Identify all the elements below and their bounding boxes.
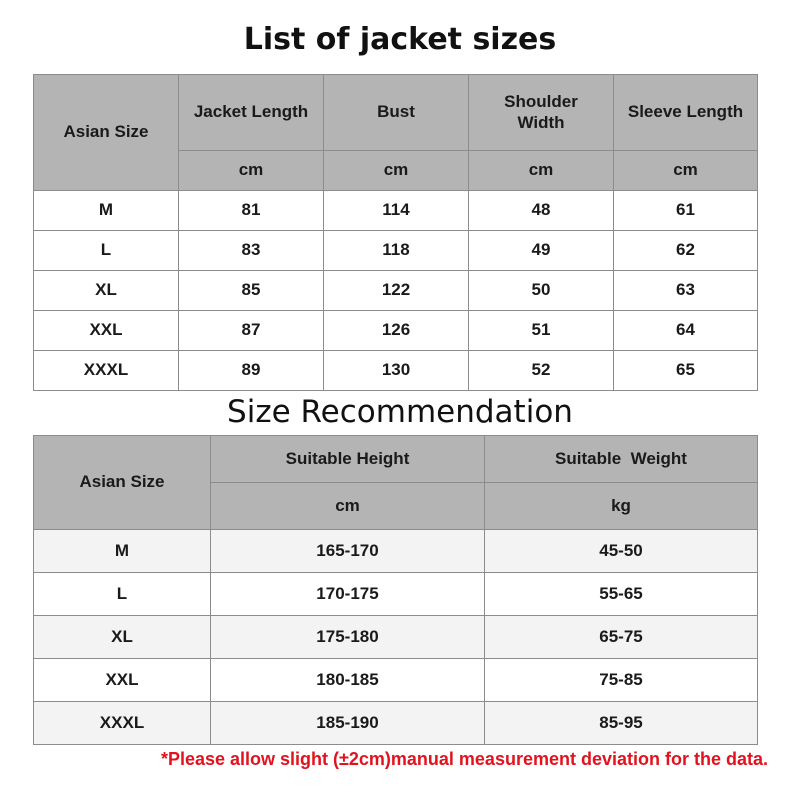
size-cell: L [34, 231, 179, 271]
size-cell: XXL [34, 311, 179, 351]
size-recommendation-table [33, 435, 758, 745]
size-cell: L [34, 573, 211, 616]
header-asian-size: Asian Size [34, 75, 179, 191]
table-row [34, 573, 758, 616]
unit-cell: kg [485, 483, 758, 530]
unit-cell: cm [324, 151, 469, 191]
table-cell: 122 [324, 271, 469, 311]
header-asian-size: Asian Size [34, 436, 211, 530]
table-cell: 175-180 [211, 616, 485, 659]
size-cell: XXXL [34, 702, 211, 745]
header-suitable-weight: Suitable Weight [485, 436, 758, 483]
table-row [34, 616, 758, 659]
size-recommendation-title: Size Recommendation [227, 394, 573, 430]
jacket-sizes-title: List of jacket sizes [243, 22, 557, 57]
table-row [34, 702, 758, 745]
table-cell: 63 [614, 271, 758, 311]
table-cell: 180-185 [211, 659, 485, 702]
size-cell: XXXL [34, 351, 179, 391]
table-row [34, 530, 758, 573]
header-suitable-height: Suitable Height [211, 436, 485, 483]
table-cell: 52 [469, 351, 614, 391]
table-cell: 114 [324, 191, 469, 231]
table-cell: 61 [614, 191, 758, 231]
header-bust: Bust [324, 75, 469, 151]
table-cell: 75-85 [485, 659, 758, 702]
table-cell: 65-75 [485, 616, 758, 659]
header-sleeve-length: Sleeve Length [614, 75, 758, 151]
unit-cell: cm [211, 483, 485, 530]
table-cell: 48 [469, 191, 614, 231]
table-cell: 126 [324, 311, 469, 351]
table-row [34, 351, 758, 391]
table-cell: 64 [614, 311, 758, 351]
size-cell: M [34, 191, 179, 231]
table-cell: 49 [469, 231, 614, 271]
size-cell: XL [34, 616, 211, 659]
table-cell: 51 [469, 311, 614, 351]
table-cell: 87 [179, 311, 324, 351]
table-cell: 165-170 [211, 530, 485, 573]
table-cell: 45-50 [485, 530, 758, 573]
table-row [34, 311, 758, 351]
header-shoulder-width: Shoulder Width [469, 75, 614, 151]
table-cell: 81 [179, 191, 324, 231]
table-row [34, 271, 758, 311]
size-cell: XL [34, 271, 179, 311]
unit-cell: cm [614, 151, 758, 191]
table-cell: 62 [614, 231, 758, 271]
table-row [34, 231, 758, 271]
measurement-deviation-note: *Please allow slight (±2cm)manual measurement deviation for the data. [160, 749, 768, 769]
table-cell: 83 [179, 231, 324, 271]
table-cell: 89 [179, 351, 324, 391]
table-cell: 118 [324, 231, 469, 271]
table-cell: 65 [614, 351, 758, 391]
unit-cell: cm [469, 151, 614, 191]
table-cell: 55-65 [485, 573, 758, 616]
size-cell: XXL [34, 659, 211, 702]
table-cell: 85 [179, 271, 324, 311]
unit-cell: cm [179, 151, 324, 191]
table-cell: 85-95 [485, 702, 758, 745]
header-jacket-length: Jacket Length [179, 75, 324, 151]
size-cell: M [34, 530, 211, 573]
table-cell: 130 [324, 351, 469, 391]
table-cell: 50 [469, 271, 614, 311]
jacket-size-table [33, 74, 758, 391]
table-cell: 170-175 [211, 573, 485, 616]
table-row [34, 191, 758, 231]
table-row [34, 659, 758, 702]
table-cell: 185-190 [211, 702, 485, 745]
